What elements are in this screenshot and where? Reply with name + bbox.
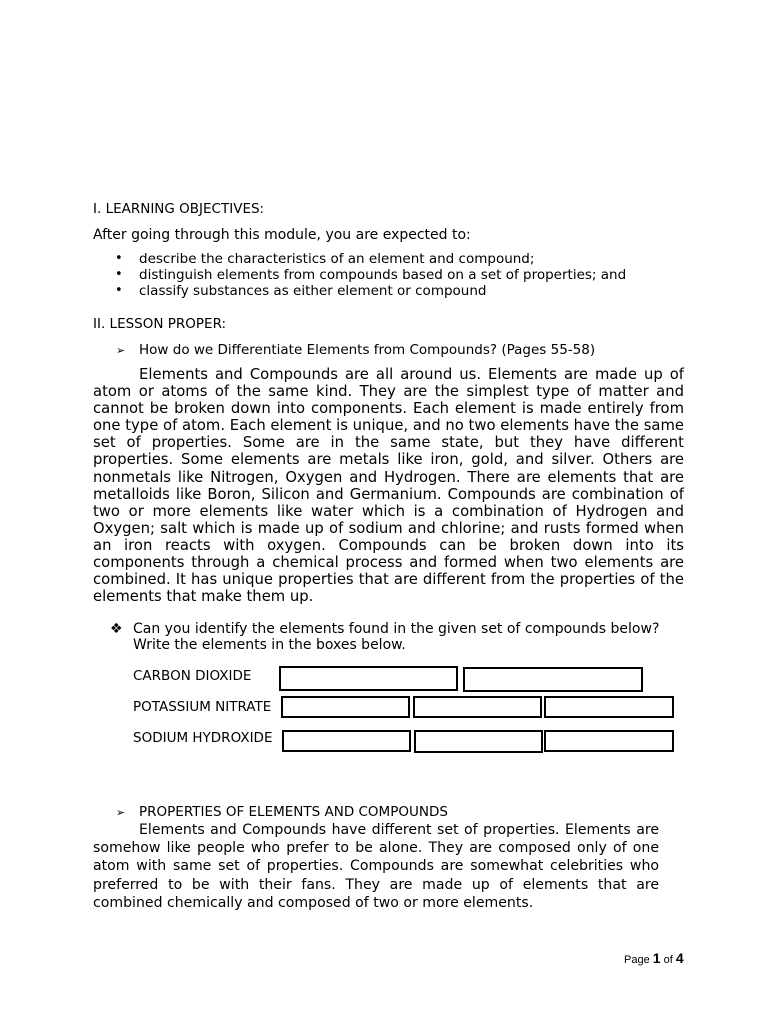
objectives-intro: After going through this module, you are expected to: bbox=[93, 227, 471, 243]
question-heading: How do we Differentiate Elements from Compounds? (Pages 55-58) bbox=[139, 342, 596, 358]
bullet-icon: • bbox=[115, 283, 123, 298]
properties-heading: PROPERTIES OF ELEMENTS AND COMPOUNDS bbox=[139, 804, 448, 820]
answer-box[interactable] bbox=[281, 696, 410, 718]
answer-box[interactable] bbox=[413, 696, 542, 718]
compound-label-sodium-hydroxide: SODIUM HYDROXIDE bbox=[133, 730, 273, 746]
arrow-bullet-icon: ➢ bbox=[116, 806, 126, 819]
activity-question-line2: Write the elements in the boxes below. bbox=[133, 637, 406, 653]
learning-objectives-heading: I. LEARNING OBJECTIVES: bbox=[93, 201, 265, 217]
answer-box[interactable] bbox=[279, 666, 458, 691]
diamond-bullet-icon: ❖ bbox=[110, 621, 123, 637]
answer-box[interactable] bbox=[414, 730, 543, 753]
list-item: • describe the characteristics of an element and compound; bbox=[115, 251, 535, 267]
activity-question bbox=[110, 621, 659, 637]
elements-compounds-paragraph: Elements and Compounds are all around us. Elements are made up of atom or atoms of the same kind. They are the simplest type of matter and cannot be broken down into components. Each element is made entirely from one type of atom. Each element is unique, and no two elements have the same set of properties. Some are in the same state, but they have different properties. Some elements are metals like iron, gold, and silver. Others are nonmetals like Nitrogen, Oxygen and Hydrogen. There are elements that are metalloids like Boron, Silicon and Germanium. Compounds are combination of two or more elements like water which is a combination of Hydrogen and Oxygen; salt which is made up of sodium and chlorine; and rusts formed when an iron reacts with oxygen. Compounds can be broken down into its components through a chemical process and formed when two elements are combined. It has unique properties that are different from the properties of the elements that make them up. bbox=[93, 366, 684, 606]
list-item: • classify substances as either element or compound bbox=[115, 283, 487, 299]
bullet-icon: • bbox=[115, 251, 123, 266]
objectives-list bbox=[93, 251, 693, 299]
answer-box[interactable] bbox=[544, 730, 674, 752]
bullet-icon: • bbox=[115, 267, 123, 282]
question-heading-row bbox=[116, 342, 595, 359]
answer-box[interactable] bbox=[544, 696, 674, 718]
activity-question-line1: Can you identify the elements found in the given set of compounds below? bbox=[133, 621, 660, 637]
list-item: • distinguish elements from compounds based on a set of properties; and bbox=[115, 267, 627, 283]
compound-label-potassium-nitrate: POTASSIUM NITRATE bbox=[133, 699, 272, 715]
compound-label-carbon-dioxide: CARBON DIOXIDE bbox=[133, 668, 252, 684]
total-pages: 4 bbox=[675, 950, 684, 966]
lesson-proper-heading: II. LESSON PROPER: bbox=[93, 316, 227, 332]
answer-box[interactable] bbox=[282, 730, 411, 752]
page-number: Page 1 of 4 bbox=[624, 950, 684, 966]
arrow-bullet-icon: ➢ bbox=[116, 344, 126, 357]
current-page: 1 bbox=[652, 950, 661, 966]
properties-heading-row bbox=[116, 804, 448, 821]
properties-paragraph: Elements and Compounds have different set of properties. Elements are somehow like people who prefer to be alone. They are composed only of one atom with same set of properties. Compounds are somewhat celebrities who preferred to be with their fans. They are made up of elements that are combined chemically and composed of two or more elements. bbox=[93, 822, 659, 911]
answer-box[interactable] bbox=[463, 667, 643, 692]
